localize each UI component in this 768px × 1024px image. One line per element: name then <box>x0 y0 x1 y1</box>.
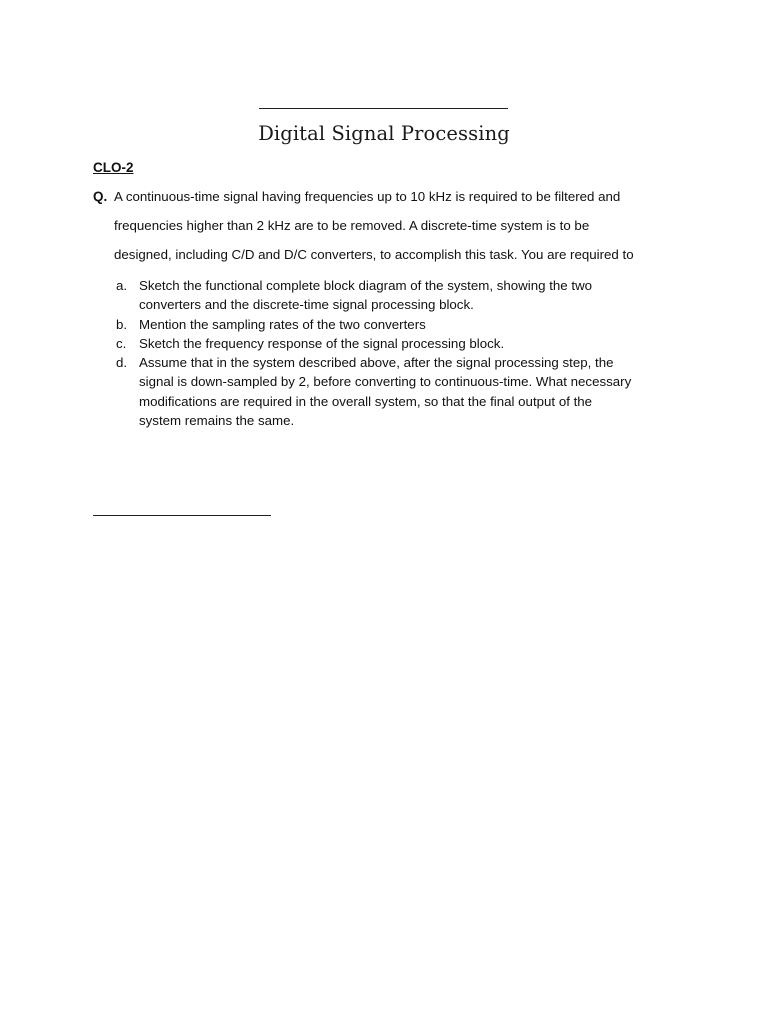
question-text-line: A continuous-time signal having frequencies up to 10 kHz is required to be filtered and <box>114 189 621 204</box>
question-part-d <box>116 353 676 430</box>
part-text: Mention the sampling rates of the two converters <box>139 316 426 332</box>
question-part-c <box>116 334 676 353</box>
part-letter: a. <box>116 278 128 293</box>
question-part-a <box>116 276 676 315</box>
question-text-line: frequencies higher than 2 kHz are to be removed. A discrete-time system is to be <box>114 218 590 233</box>
footer-rule <box>93 515 271 516</box>
part-text: Sketch the frequency response of the signal processing block. <box>139 335 505 351</box>
question-part-b <box>116 315 676 334</box>
clo-heading: CLO-2 <box>93 160 134 175</box>
part-text: Sketch the functional complete block diagram of the system, showing the two converters and the discrete-time signal processing block. <box>139 278 593 313</box>
part-letter: d. <box>116 355 128 371</box>
part-letter: c. <box>116 335 127 351</box>
document-title: Digital Signal Processing <box>258 122 510 145</box>
question-parts-list <box>116 276 676 430</box>
header-rule <box>259 108 508 109</box>
question-text-line: designed, including C/D and D/C converters, to accomplish this task. You are required to <box>114 247 634 262</box>
question-label: Q. <box>93 189 108 204</box>
part-text: Assume that in the system described above, after the signal processing step, the signal is down-sampled by 2, before converting to continuous-time. What necessary modifications are required in the overall system, so that the final output of the system remains the same. <box>139 355 632 429</box>
part-letter: b. <box>116 316 128 332</box>
